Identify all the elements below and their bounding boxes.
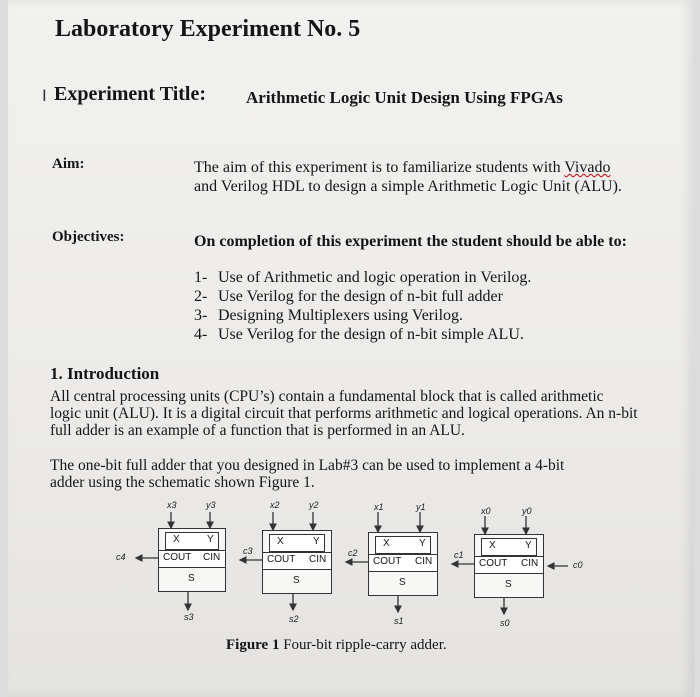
signal-x3: x3	[167, 500, 177, 510]
port-cout-label: COUT	[373, 556, 402, 567]
paragraph-line: logic unit (ALU). It is a digital circuit that performs arithmetic and logical operations. An n-bit	[50, 405, 638, 422]
port-y-label: Y	[313, 536, 320, 547]
signal-c4: c4	[116, 552, 126, 562]
port-x-label: X	[173, 534, 180, 545]
objectives-intro: On completion of this experiment the student should be able to:	[194, 233, 627, 250]
signal-c1: c1	[454, 550, 464, 560]
port-cin-label: CIN	[521, 558, 539, 569]
port-y-label: Y	[419, 538, 426, 549]
full-adder-0	[474, 534, 544, 598]
ripple-carry-adder-schematic	[8, 0, 694, 697]
list-item-text: Use Verilog for the design of n-bit full adder	[218, 288, 503, 305]
page-title: Laboratory Experiment No. 5	[55, 16, 361, 42]
port-s-label: S	[188, 573, 195, 584]
port-s-label: S	[293, 575, 300, 586]
document-page	[8, 0, 694, 697]
objectives-label: Objectives:	[52, 229, 125, 245]
aim-line-1-text: The aim of this experiment is to familiarize students with	[194, 159, 565, 176]
signal-y2: y2	[309, 500, 319, 510]
paragraph-line: full adder is an example of a function that is performed in an ALU.	[50, 422, 465, 439]
paragraph-line: adder using the schematic shown Figure 1.	[50, 474, 315, 491]
signal-y1: y1	[416, 502, 426, 512]
signal-c2: c2	[348, 548, 358, 558]
signal-x1: x1	[374, 502, 384, 512]
aim-label: Aim:	[52, 156, 85, 172]
aim-line-2: and Verilog HDL to design a simple Arithmetic Logic Unit (ALU).	[194, 178, 622, 195]
list-item-number: 2-	[194, 288, 208, 305]
port-x-label: X	[383, 538, 390, 549]
port-cout-label: COUT	[479, 558, 508, 569]
port-cout-label: COUT	[267, 554, 296, 565]
spellcheck-word: Vivado	[564, 159, 611, 176]
port-s-label: S	[505, 579, 512, 590]
signal-s1: s1	[394, 616, 404, 626]
port-y-label: Y	[207, 534, 214, 545]
port-s-label: S	[399, 577, 406, 588]
full-adder-3	[158, 528, 226, 592]
port-cin-label: CIN	[203, 552, 221, 563]
list-item-text: Use Verilog for the design of n-bit simple ALU.	[218, 326, 524, 343]
full-adder-1	[368, 532, 438, 596]
experiment-title-label: Experiment Title:	[54, 83, 207, 105]
paragraph-line: The one-bit full adder that you designed in Lab#3 can be used to implement a 4-bit	[50, 457, 565, 474]
text-cursor-icon: I	[42, 86, 47, 105]
signal-s3: s3	[184, 612, 194, 622]
port-cin-label: CIN	[415, 556, 433, 567]
list-item-text: Designing Multiplexers using Verilog.	[218, 307, 464, 324]
signal-s2: s2	[289, 614, 299, 624]
list-item-text: Use of Arithmetic and logic operation in Verilog.	[218, 269, 532, 286]
signal-c0: c0	[573, 560, 583, 570]
signal-x2: x2	[270, 500, 280, 510]
figure-caption-text: Four-bit ripple-carry adder.	[279, 637, 447, 653]
paragraph-line: All central processing units (CPU’s) contain a fundamental block that is called arithmetic	[50, 388, 604, 405]
signal-y0: y0	[522, 506, 532, 516]
list-item-number: 3-	[194, 307, 208, 324]
port-y-label: Y	[525, 540, 532, 551]
port-x-label: X	[489, 540, 496, 551]
experiment-title: Arithmetic Logic Unit Design Using FPGAs	[246, 88, 563, 107]
port-cout-label: COUT	[163, 552, 192, 563]
signal-x0: x0	[481, 506, 491, 516]
figure-caption-label: Figure 1	[226, 637, 280, 653]
signal-c3: c3	[243, 546, 253, 556]
signal-s0: s0	[500, 618, 510, 628]
signal-y3: y3	[206, 500, 216, 510]
schematic-wires	[8, 0, 694, 697]
port-x-label: X	[277, 536, 284, 547]
list-item-number: 4-	[194, 326, 208, 343]
introduction-heading: 1. Introduction	[50, 364, 160, 383]
figure-caption	[226, 637, 447, 654]
list-item-number: 1-	[194, 269, 208, 286]
full-adder-2	[262, 530, 332, 594]
port-cin-label: CIN	[309, 554, 327, 565]
